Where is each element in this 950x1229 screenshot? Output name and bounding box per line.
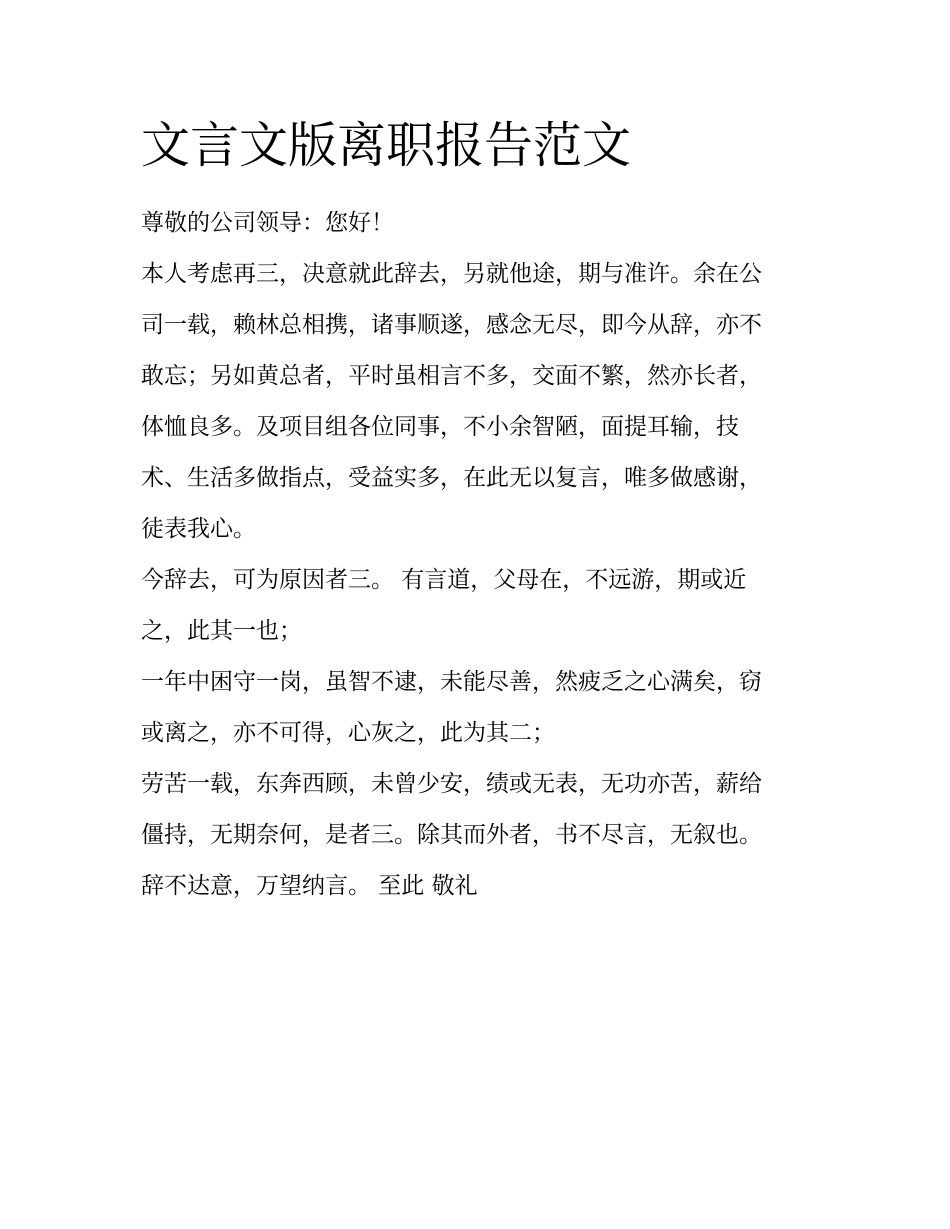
paragraph-line: 之，此其一也； (141, 618, 302, 644)
paragraph-line: 或离之，亦不可得，心灰之，此为其二； (141, 720, 555, 746)
closing-line: 辞不达意，万望纳言。 至此 敬礼 (141, 873, 478, 899)
greeting-line: 尊敬的公司领导：您好！ (141, 210, 394, 236)
paragraph-line: 劳苦一载，东奔西顾，未曾少安，绩或无表，无功亦苦，薪给 (141, 771, 762, 797)
paragraph-line: 徒表我心。 (141, 516, 256, 542)
document-title: 文言文版离职报告范文 (141, 117, 632, 174)
paragraph-line: 一年中困守一岗，虽智不逮，未能尽善，然疲乏之心满矣，窃 (141, 669, 762, 695)
paragraph-line: 体恤良多。及项目组各位同事，不小余智陋，面提耳输，技 (141, 414, 739, 440)
paragraph-line: 术、生活多做指点，受益实多，在此无以复言，唯多做感谢， (141, 465, 762, 491)
document-body (141, 198, 821, 912)
paragraph-line: 敢忘；另如黄总者，平时虽相言不多，交面不繁，然亦长者， (141, 363, 762, 389)
paragraph-line: 僵持，无期奈何，是者三。除其而外者，书不尽言，无叙也。 (141, 822, 762, 848)
paragraph-line: 本人考虑再三，决意就此辞去，另就他途，期与准许。余在公 (141, 261, 762, 287)
paragraph-line: 今辞去，可为原因者三。 有言道，父母在，不远游，期或近 (141, 567, 747, 593)
paragraph-line: 司一载，赖林总相携，诸事顺遂，感念无尽，即今从辞，亦不 (141, 312, 762, 338)
